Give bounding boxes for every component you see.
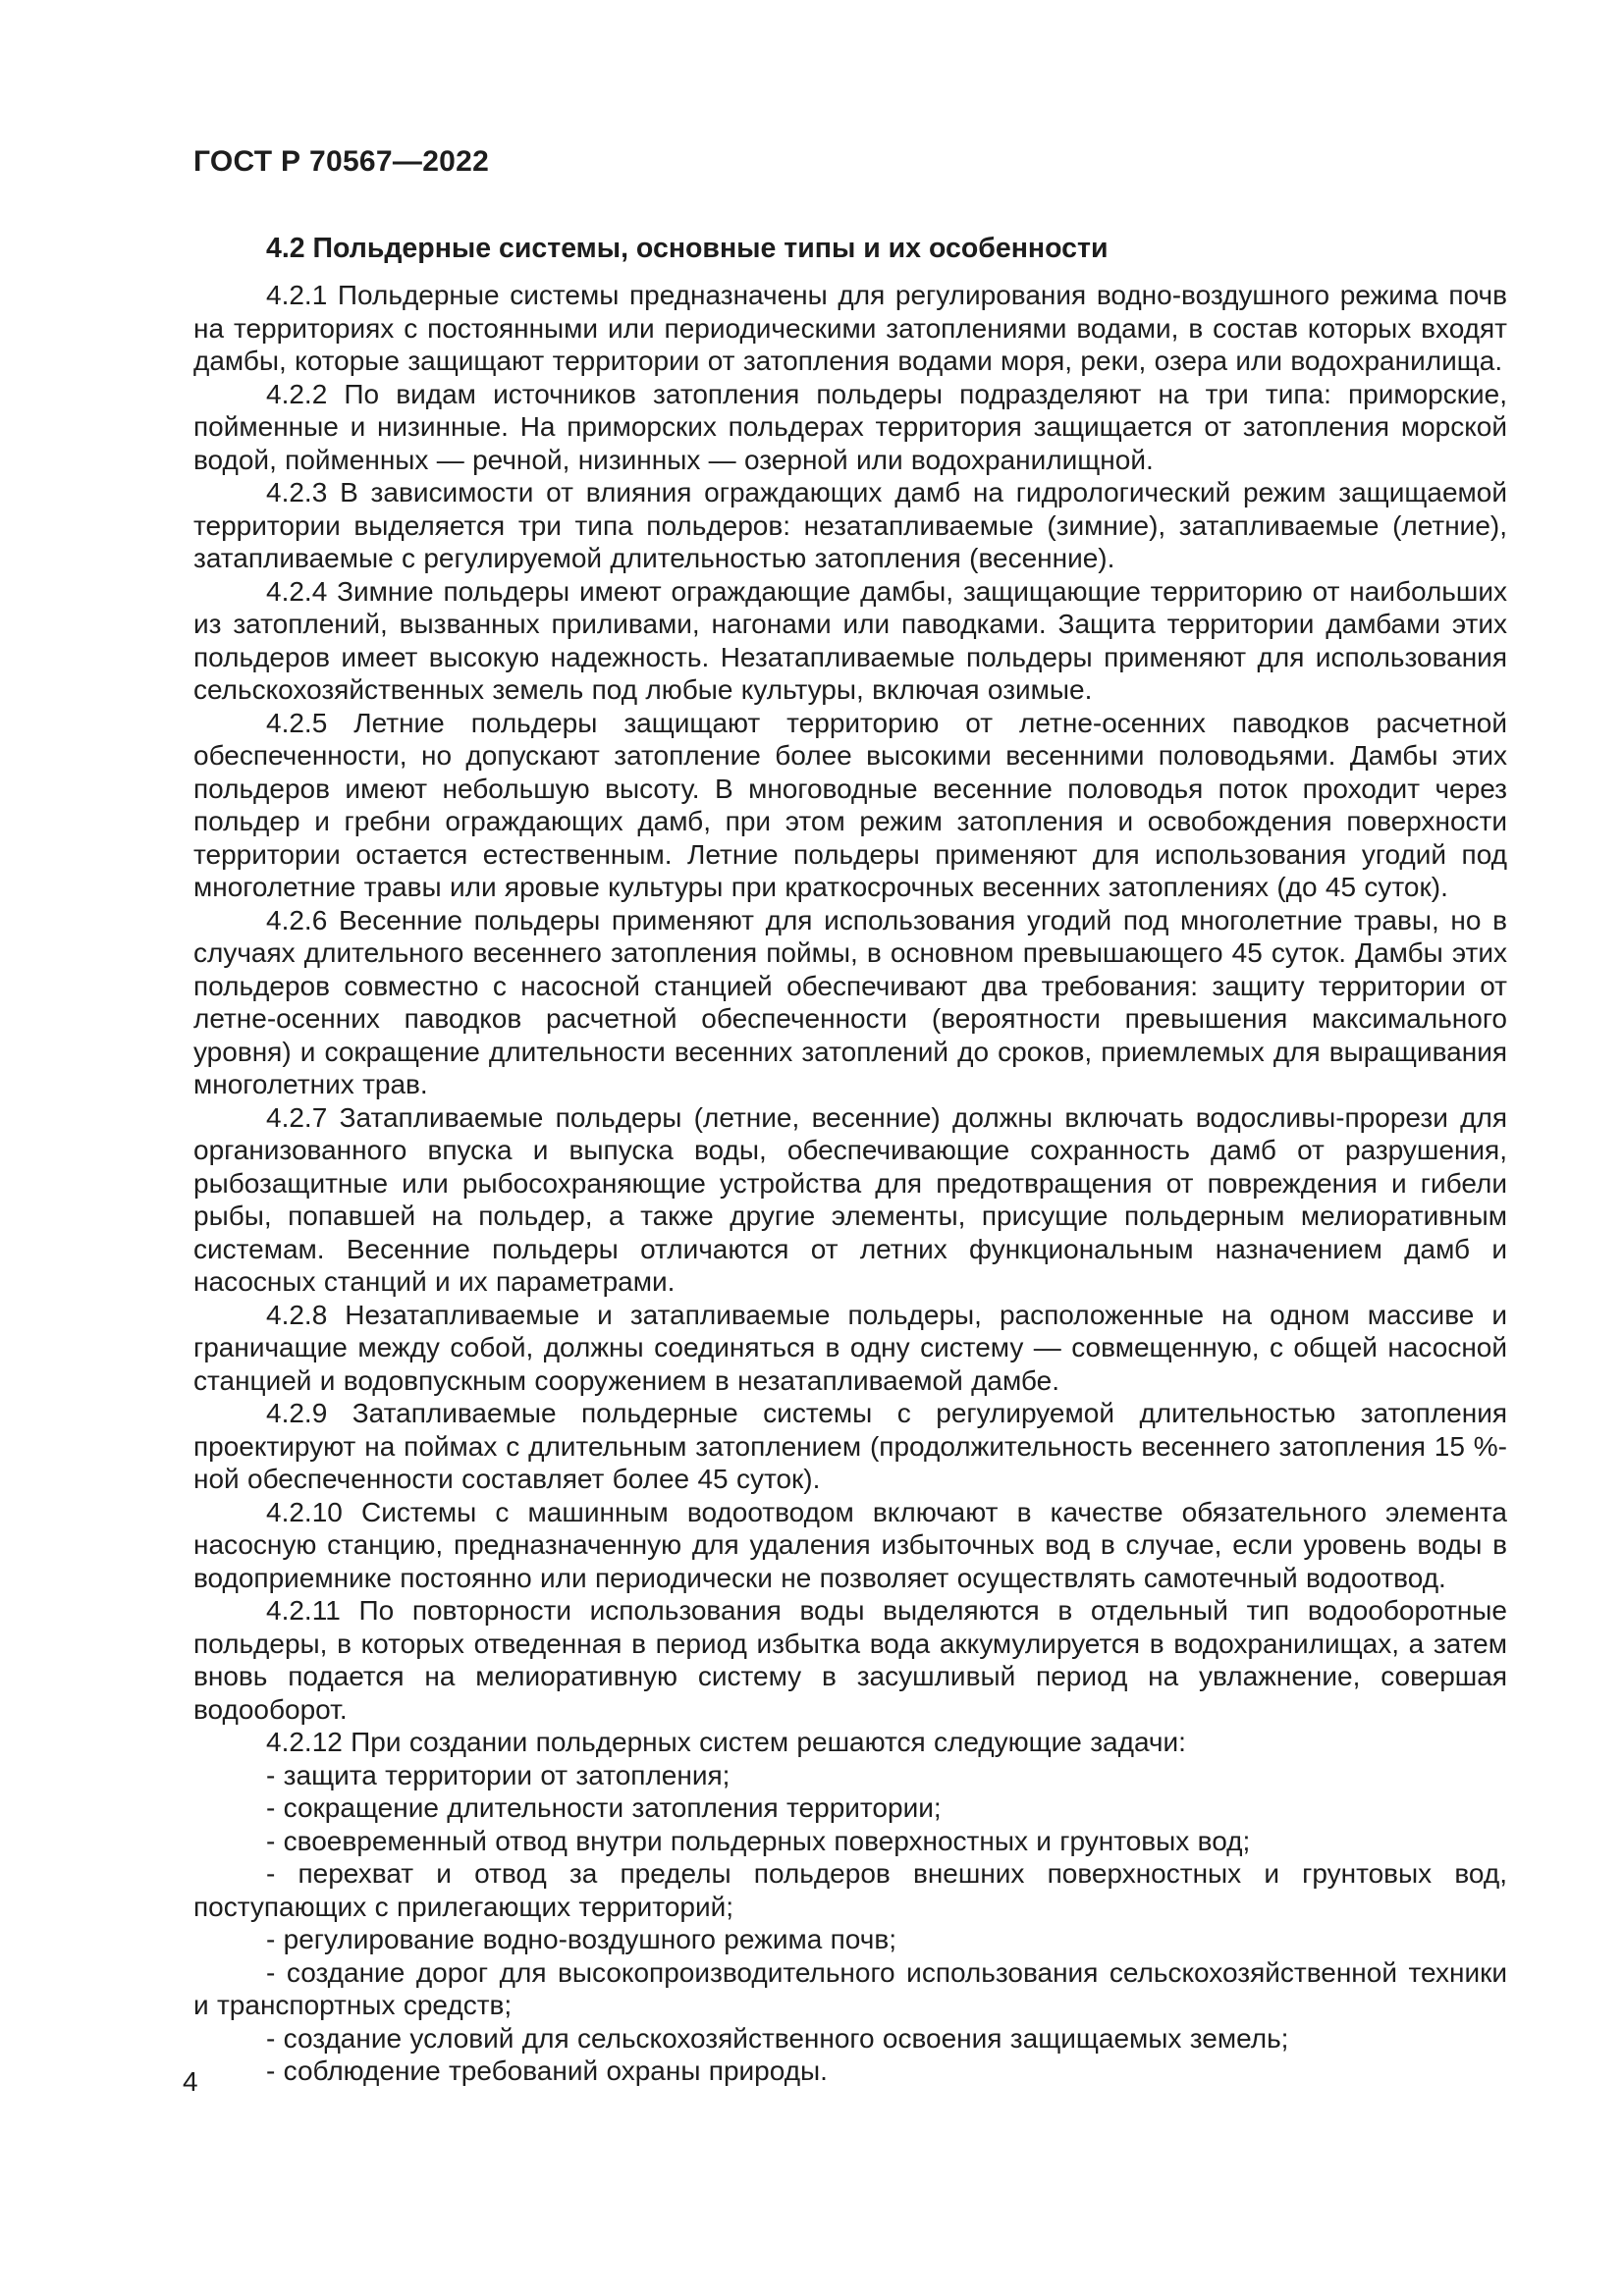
paragraph: 4.2.4 Зимние польдеры имеют ограждающие дамбы, защищающие территорию от наибольших из затоплений, вызванных приливами, нагонами или паводками. Защита территории дамбами этих польдеров имеет высокую надежность. Незатапливаемые польдеры применяют для использования сельскохозяйственных земель под любые культуры, включая озимые. <box>193 575 1507 705</box>
body-text <box>193 279 1507 2088</box>
list-item: - защита территории от затопления; <box>266 1759 731 1790</box>
paragraph: 4.2.9 Затапливаемые польдерные системы с регулируемой длительностью затопления проектируют на поймах с длительным затоплением (продолжительность весеннего затопления 15 %-ной обеспеченности составляет более 45 суток). <box>193 1398 1507 1494</box>
list-item: - своевременный отвод внутри польдерных поверхностных и грунтовых вод; <box>266 1825 1251 1856</box>
paragraph: 4.2.6 Весенние польдеры применяют для использования угодий под многолетние травы, но в случаях длительного весеннего затопления поймы, в основном превышающего 45 суток. Дамбы этих польдеров совместно с насосной станцией обеспечивают два требования: защиту территории от летне-осенних паводков расчетной обеспеченности (вероятности превышения максимального уровня) и сокращение длительности весенних затоплений до сроков, приемлемых для выращивания многолетних трав. <box>193 904 1507 1099</box>
paragraph: 4.2.10 Системы с машинным водоотводом включают в качестве обязательного элемента насосную станцию, предназначенную для удаления избыточных вод в случае, если уровень воды в водоприемнике постоянно или периодически не позволяет осуществлять самотечный водоотвод. <box>193 1496 1507 1593</box>
paragraph: 4.2.12 При создании польдерных систем решаются следующие задачи: <box>266 1727 1186 1757</box>
paragraph: 4.2.7 Затапливаемые польдеры (летние, весенние) должны включать водосливы-прорези для организованного впуска и выпуска воды, обеспечивающие сохранность дамб от разрушения, рыбозащитные или рыбосохраняющие устройства для предотвращения от повреждения и гибели рыбы, попавшей на польдер, а также другие элементы, присущие польдерным мелиоративным системам. Весенние польдеры отличаются от летних функциональным назначением дамб и насосных станций и их параметрами. <box>193 1101 1507 1297</box>
list-item: - перехват и отвод за пределы польдеров внешних поверхностных и грунтовых вод, поступающих с прилегающих территорий; <box>193 1858 1507 1922</box>
paragraph: 4.2.5 Летние польдеры защищают территорию от летне-осенних паводков расчетной обеспеченности, но допускают затопление более высокими весенними половодьями. Дамбы этих польдеров имеют небольшую высоту. В многоводные весенние половодья поток проходит через польдер и гребни ограждающих дамб, при этом режим затопления и освобождения поверхности территории остается естественным. Летние польдеры применяют для использования угодий под многолетние травы или яровые культуры при краткосрочных весенних затоплениях (до 45 суток). <box>193 707 1507 902</box>
list-item: - сокращение длительности затопления территории; <box>266 1792 942 1823</box>
paragraph: 4.2.11 По повторности использования воды выделяются в отдельный тип водооборотные польдеры, в которых отведенная в период избытка вода аккумулируется в водохранилищах, а затем вновь подается на мелиоративную систему в засушливый период на увлажнение, совершая водооборот. <box>193 1595 1507 1725</box>
section-heading: 4.2 Польдерные системы, основные типы и их особенности <box>266 233 1109 264</box>
paragraph: 4.2.1 Польдерные системы предназначены для регулирования водно-воздушного режима почв на территориях с постоянными или периодическими затоплениями водами, в состав которых входят дамбы, которые защищают территории от затопления водами моря, реки, озера или водохранилища. <box>193 280 1507 376</box>
list-item: - соблюдение требований охраны природы. <box>266 2056 828 2086</box>
paragraph: 4.2.8 Незатапливаемые и затапливаемые польдеры, расположенные на одном массиве и граничащие между собой, должны соединяться в одну систему — совмещенную, с общей насосной станцией и водовпускным сооружением в незатапливаемой дамбе. <box>193 1299 1507 1396</box>
list-item: - регулирование водно-воздушного режима почв; <box>266 1924 897 1954</box>
paragraph: 4.2.3 В зависимости от влияния ограждающих дамб на гидрологический режим защищаемой территории выделяется три типа польдеров: незатапливаемые (зимние), затапливаемые (летние), затапливаемые с регулируемой длительностью затопления (весенние). <box>193 477 1507 573</box>
paragraph: 4.2.2 По видам источников затопления польдеры подразделяют на три типа: приморские, пойменные и низинные. На приморских польдерах территория защищается от затопления морской водой, пойменных — речной, низинных — озерной или водохранилищной. <box>193 378 1507 475</box>
running-header: ГОСТ Р 70567—2022 <box>193 145 490 178</box>
page-number: 4 <box>183 2066 198 2097</box>
list-item: - создание условий для сельскохозяйственного освоения защищаемых земель; <box>266 2022 1289 2054</box>
list-item: - создание дорог для высокопроизводительного использования сельскохозяйственной техники и транспортных средств; <box>193 1956 1507 2020</box>
